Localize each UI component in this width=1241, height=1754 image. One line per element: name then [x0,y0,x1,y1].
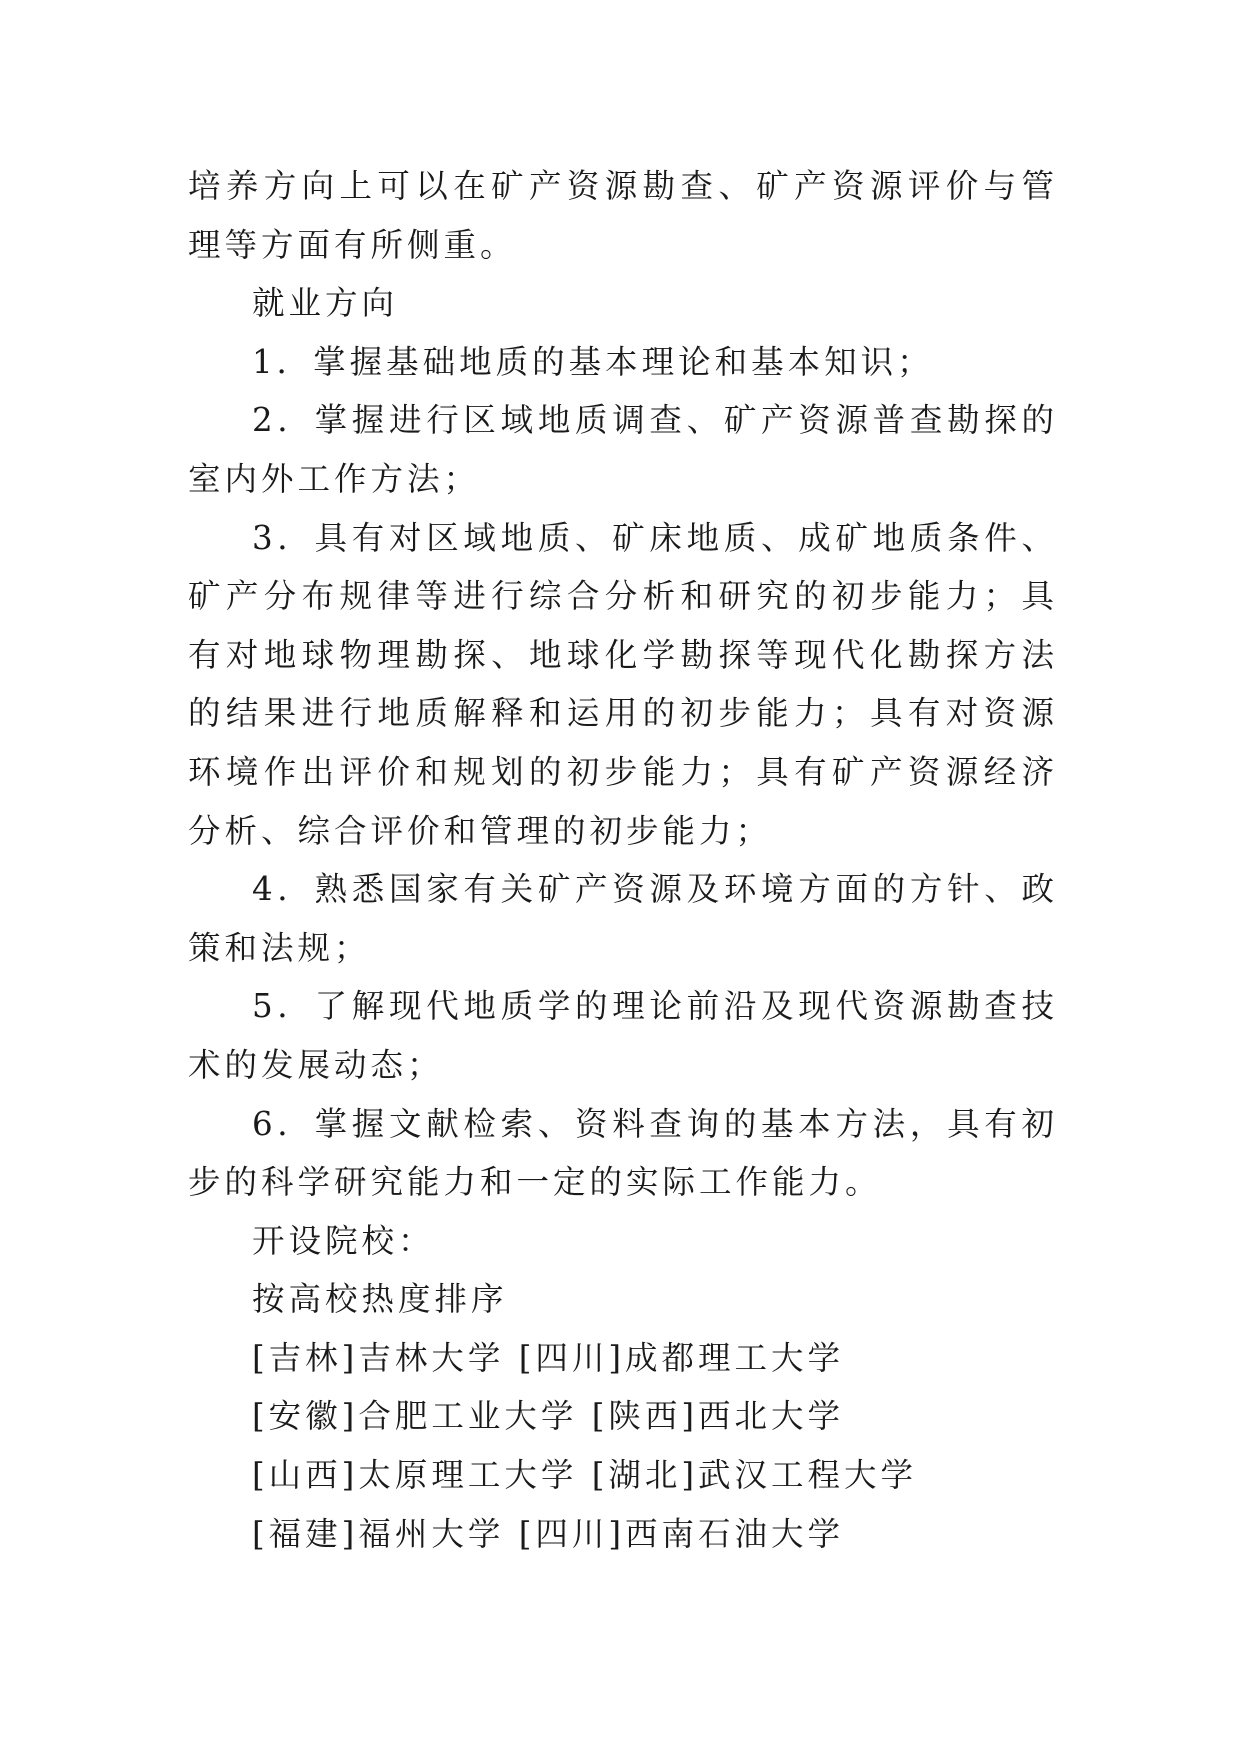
heading-offering-schools: 开设院校： [252,1221,435,1260]
list-item-3: 3．具有对区域地质、矿床地质、成矿地质条件、矿产分布规律等进行综合分析和研究的初步能力；具有对地球物理勘探、地球化学勘探等现代化勘探方法的结果进行地质解释和运用的初步能力；具有对资源环境作出评价和规划的初步能力；具有矿产资源经济分析、综合评价和管理的初步能力； [188,518,1058,850]
school-line: [福建]福州大学 [四川]西南石油大学 [252,1514,845,1553]
list-item-6: 6．掌握文献检索、资料查询的基本方法，具有初步的科学研究能力和一定的实际工作能力。 [188,1104,1058,1202]
list-item-1: 1．掌握基础地质的基本理论和基本知识； [252,342,934,381]
list-item-4: 4．熟悉国家有关矿产资源及环境方面的方针、政策和法规； [188,870,1058,967]
paragraph-training-direction: 培养方向上可以在矿产资源勘查、矿产资源评价与管理等方面有所侧重。 [188,167,1058,264]
list-item-5: 5．了解现代地质学的理论前沿及现代资源勘查技术的发展动态； [188,987,1058,1084]
heading-employment-direction: 就业方向 [252,284,399,323]
school-line: [山西]太原理工大学 [湖北]武汉工程大学 [252,1456,918,1495]
document-body [188,157,1058,1563]
school-line: [安徽]合肥工业大学 [陕西]西北大学 [252,1397,845,1436]
list-item-2: 2．掌握进行区域地质调查、矿产资源普查勘探的室内外工作方法； [188,401,1058,498]
sort-note: 按高校热度排序 [252,1280,508,1319]
school-line: [吉林]吉林大学 [四川]成都理工大学 [252,1338,845,1377]
